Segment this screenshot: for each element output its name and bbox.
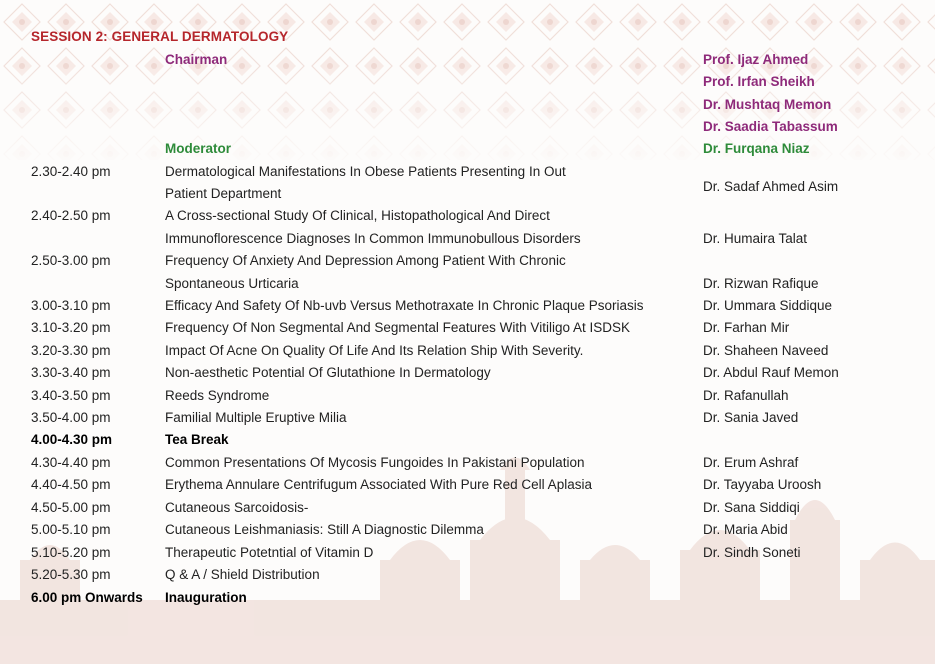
talk-title: Efficacy And Safety Of Nb-uvb Versus Methotraxate In Chronic Plaque Psoriasis xyxy=(165,298,644,313)
talk-time: 3.00-3.10 pm xyxy=(31,298,111,313)
talk-title: Common Presentations Of Mycosis Fungoides In Pakistani Population xyxy=(165,455,585,470)
talk-speaker: Dr. Humaira Talat xyxy=(703,231,808,246)
talk-time: 4.40-4.50 pm xyxy=(31,477,111,492)
talk-speaker: Dr. Shaheen Naveed xyxy=(703,343,829,358)
moderator-label: Moderator xyxy=(165,141,232,156)
talk-title: Familial Multiple Eruptive Milia xyxy=(165,410,347,425)
talk-time: 2.30-2.40 pm xyxy=(31,164,111,179)
talk-title: Immunoflorescence Diagnoses In Common Immunobullous Disorders xyxy=(165,231,581,246)
talk-time: 5.10-5.20 pm xyxy=(31,545,111,560)
talk-speaker: Dr. Erum Ashraf xyxy=(703,455,799,470)
talk-speaker: Dr. Sana Siddiqi xyxy=(703,500,800,515)
talk-speaker: Dr. Sindh Soneti xyxy=(703,545,801,560)
talk-title: Dermatological Manifestations In Obese Patients Presenting In Out xyxy=(165,164,566,179)
talk-title: Frequency Of Anxiety And Depression Among Patient With Chronic xyxy=(165,253,566,268)
talk-speaker: Dr. Maria Abid xyxy=(703,522,788,537)
inauguration-title: Inauguration xyxy=(165,590,247,605)
inauguration-time: 6.00 pm Onwards xyxy=(31,590,143,605)
talk-speaker: Dr. Ummara Siddique xyxy=(703,298,833,313)
talk-title: Spontaneous Urticaria xyxy=(165,276,299,291)
talk-title: Reeds Syndrome xyxy=(165,388,270,403)
talk-speaker: Dr. Rafanullah xyxy=(703,388,789,403)
talk-speaker: Dr. Sania Javed xyxy=(703,410,799,425)
talk-title: Patient Department xyxy=(165,186,282,201)
talk-title: Cutaneous Leishmaniasis: Still A Diagnostic Dilemma xyxy=(165,522,484,537)
talk-speaker: Dr. Abdul Rauf Memon xyxy=(703,365,839,380)
talk-time: 5.00-5.10 pm xyxy=(31,522,111,537)
chairman-name: Dr. Mushtaq Memon xyxy=(703,97,832,112)
talk-time: 2.50-3.00 pm xyxy=(31,253,111,268)
break-time: 4.00-4.30 pm xyxy=(31,432,113,447)
talk-time: 3.20-3.30 pm xyxy=(31,343,111,358)
chairman-name: Prof. Irfan Sheikh xyxy=(703,74,815,89)
talk-time: 5.20-5.30 pm xyxy=(31,567,111,582)
talk-title: Non-aesthetic Potential Of Glutathione In Dermatology xyxy=(165,365,491,380)
chairman-label: Chairman xyxy=(165,52,228,67)
talk-speaker: Dr. Sadaf Ahmed Asim xyxy=(703,179,839,194)
chairman-name: Prof. Ijaz Ahmed xyxy=(703,52,809,67)
talk-title: Cutaneous Sarcoidosis- xyxy=(165,500,309,515)
talk-title: Therapeutic Potetntial of Vitamin D xyxy=(165,545,374,560)
moderator-name: Dr. Furqana Niaz xyxy=(703,141,810,156)
talk-title: Erythema Annulare Centrifugum Associated With Pure Red Cell Aplasia xyxy=(165,477,592,492)
talk-time: 2.40-2.50 pm xyxy=(31,208,111,223)
talk-time: 3.10-3.20 pm xyxy=(31,320,111,335)
talk-time: 4.50-5.00 pm xyxy=(31,500,111,515)
talk-speaker: Dr. Tayyaba Uroosh xyxy=(703,477,822,492)
break-title: Tea Break xyxy=(165,432,229,447)
talk-time: 4.30-4.40 pm xyxy=(31,455,111,470)
talk-title: Impact Of Acne On Quality Of Life And Its Relation Ship With Severity. xyxy=(165,343,584,358)
talk-time: 3.50-4.00 pm xyxy=(31,410,111,425)
session-title: SESSION 2: GENERAL DERMATOLOGY xyxy=(31,29,289,44)
talk-title: Q & A / Shield Distribution xyxy=(165,567,320,582)
talk-title: Frequency Of Non Segmental And Segmental Features With Vitiligo At ISDSK xyxy=(165,320,630,335)
talk-speaker: Dr. Rizwan Rafique xyxy=(703,276,819,291)
talk-title: A Cross-sectional Study Of Clinical, Histopathological And Direct xyxy=(165,208,550,223)
talk-time: 3.30-3.40 pm xyxy=(31,365,111,380)
chairman-name: Dr. Saadia Tabassum xyxy=(703,119,838,134)
talk-time: 3.40-3.50 pm xyxy=(31,388,111,403)
talk-speaker: Dr. Farhan Mir xyxy=(703,320,790,335)
